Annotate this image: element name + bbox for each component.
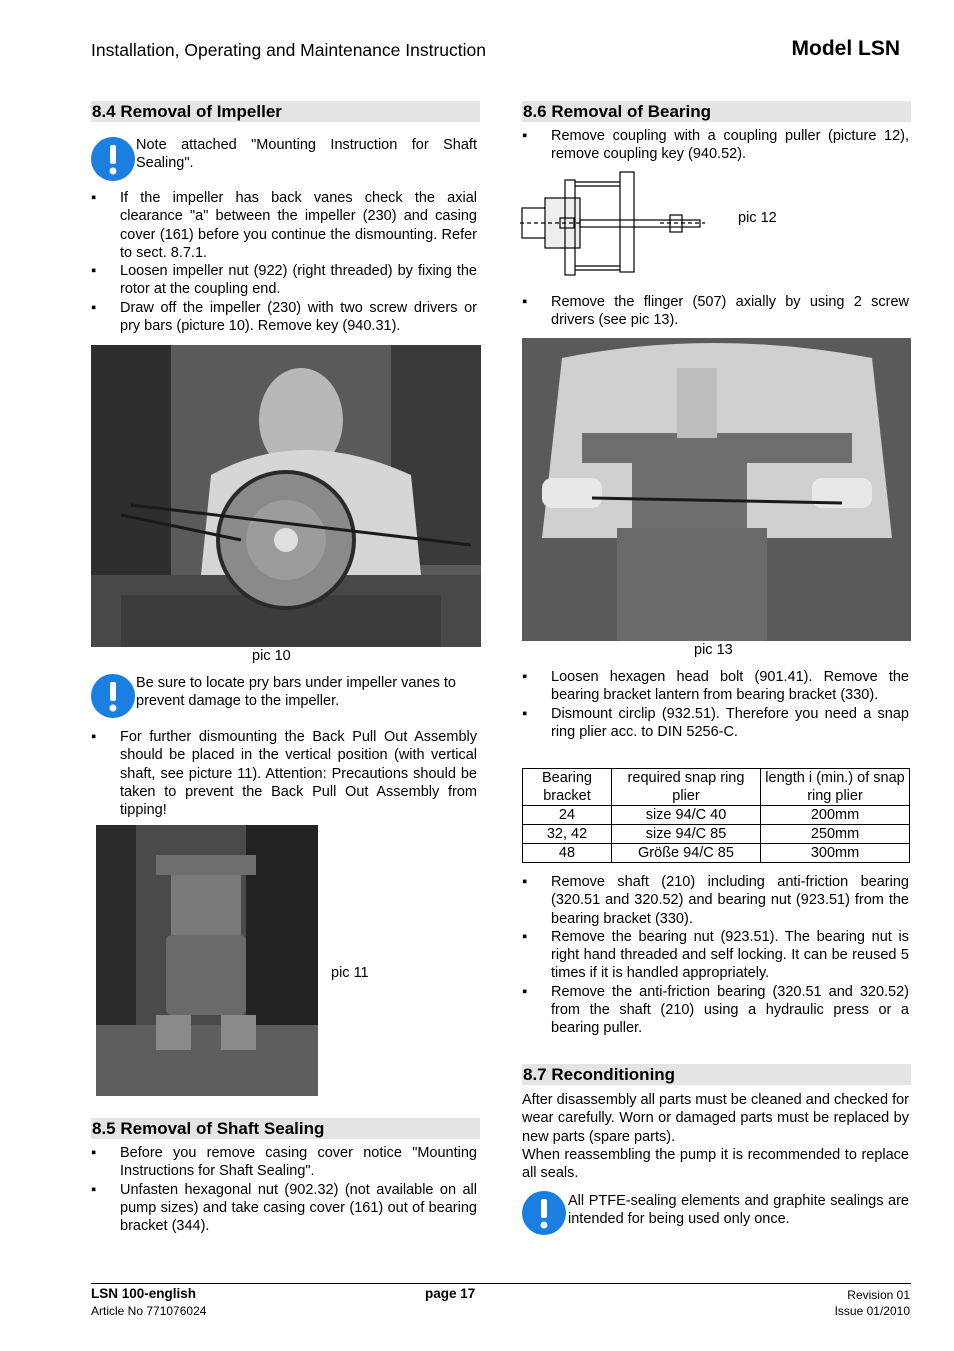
table-cell: 200mm	[761, 806, 910, 825]
impeller-steps-list	[91, 189, 477, 335]
impeller-removal-photo	[91, 345, 481, 647]
section-heading-8-5: 8.5 Removal of Shaft Sealing	[91, 1118, 480, 1139]
back-pull-out-list	[91, 728, 477, 819]
flinger-removal-photo	[522, 338, 911, 641]
table-cell: 300mm	[761, 844, 910, 863]
pic11-caption: pic 11	[331, 965, 369, 981]
shaft-sealing-list	[91, 1144, 477, 1235]
list-item: ▪ For further dismounting the Back Pull Out Assembly should be placed in the vertical position (with vertical shaft, see picture 11). Attention: Precautions should be taken to prevent the Back Pull Out Assembly from tipping!	[91, 729, 477, 819]
coupling-list	[522, 127, 909, 164]
list-item: ▪ Loosen hexagen head bolt (901.41). Remove the bearing bracket lantern from bearing bracket (330).	[522, 669, 909, 704]
table-header-row	[523, 769, 910, 806]
table-row	[523, 806, 910, 825]
list-item: ▪ Remove the anti-friction bearing (320.51 and 320.52) from the shaft (210) using a hydraulic press or a bearing puller.	[522, 983, 909, 1037]
header-title: Installation, Operating and Maintenance Instruction	[91, 40, 486, 60]
list-item: ▪ Dismount circlip (932.51). Therefore you need a snap ring plier acc. to DIN 5256-C.	[522, 705, 909, 740]
table-cell: 24	[523, 806, 612, 825]
table-cell: 32, 42	[523, 825, 612, 844]
reconditioning-paragraph-2: When reassembling the pump it is recommended to replace all seals.	[522, 1147, 909, 1182]
vertical-assembly-photo	[96, 825, 318, 1096]
table-row	[523, 844, 910, 863]
list-item: ▪ Unfasten hexagonal nut (902.32) (not available on all pump sizes) and take casing cover (161) out of bearing bracket (344).	[91, 1181, 477, 1235]
list-item: ▪ Loosen impeller nut (922) (right threaded) by fixing the rotor at the coupling end.	[91, 263, 477, 298]
table-header: required snap ring plier	[612, 769, 761, 806]
list-item: ▪ Before you remove casing cover notice "Mounting Instructions for Shaft Sealing".	[91, 1145, 477, 1180]
table-header: length i (min.) of snap ring plier	[761, 769, 910, 806]
footer-rule	[91, 1283, 911, 1284]
pic12-caption: pic 12	[738, 210, 777, 226]
note-pry-bars: Be sure to locate pry bars under impeller vanes to prevent damage to the impeller.	[136, 675, 456, 710]
pic13-caption: pic 13	[694, 642, 733, 658]
list-item: ▪ Remove the flinger (507) axially by using 2 screw drivers (see pic 13).	[522, 294, 909, 329]
footer-page-number: page 17	[425, 1286, 476, 1301]
shaft-bearing-list	[522, 873, 909, 1038]
section-heading-8-4: 8.4 Removal of Impeller	[91, 101, 480, 122]
list-item: ▪ Remove shaft (210) including anti-friction bearing (320.51 and 320.52) and bearing nut (923.51) from the bearing bracket (330).	[522, 874, 909, 927]
section-heading-8-6: 8.6 Removal of Bearing	[522, 101, 911, 122]
coupling-puller-drawing	[520, 168, 710, 280]
section-heading-8-7: 8.7 Reconditioning	[522, 1064, 911, 1085]
list-item: ▪ Remove the bearing nut (923.51). The bearing nut is right hand threaded and self locking. It can be reused 5 times if it is handled appropriately.	[522, 928, 909, 982]
exclamation-icon	[91, 137, 135, 181]
table-row	[523, 825, 910, 844]
footer-revision: Revision 01	[847, 1288, 910, 1302]
list-item: ▪ Remove coupling with a coupling puller (picture 12), remove coupling key (940.52).	[522, 128, 909, 163]
table-cell: 48	[523, 844, 612, 863]
footer-doc-name: LSN 100-english	[91, 1286, 197, 1301]
footer-article-no: Article No 771076024	[91, 1304, 207, 1318]
table-cell: 250mm	[761, 825, 910, 844]
table-cell: Größe 94/C 85	[612, 844, 761, 863]
table-header: Bearing bracket	[523, 769, 612, 806]
table-cell: size 94/C 40	[612, 806, 761, 825]
list-item: ▪ Draw off the impeller (230) with two screw drivers or pry bars (picture 10). Remove key (940.31).	[91, 299, 477, 335]
exclamation-icon	[91, 674, 135, 718]
footer-issue: Issue 01/2010	[834, 1304, 910, 1318]
table-cell: size 94/C 85	[612, 825, 761, 844]
pic10-caption: pic 10	[252, 648, 291, 664]
reconditioning-paragraph-1: After disassembly all parts must be cleaned and checked for wear carefully. Worn or damaged parts must be replaced by new parts (spare parts).	[522, 1092, 909, 1145]
note-ptfe-sealing: All PTFE-sealing elements and graphite sealings are intended for being used only once.	[568, 1193, 909, 1228]
bearing-bracket-list	[522, 668, 909, 741]
flinger-list	[522, 293, 909, 330]
snap-ring-plier-table	[522, 768, 910, 863]
list-item: ▪ If the impeller has back vanes check the axial clearance "a" between the impeller (230) and casing cover (161) before you continue the dismounting. Refer to sect. 8.7.1.	[91, 190, 477, 261]
note-mounting-instruction: Note attached "Mounting Instruction for Shaft Sealing".	[136, 137, 477, 172]
model-title: Model LSN	[791, 37, 900, 60]
exclamation-icon	[522, 1191, 566, 1235]
